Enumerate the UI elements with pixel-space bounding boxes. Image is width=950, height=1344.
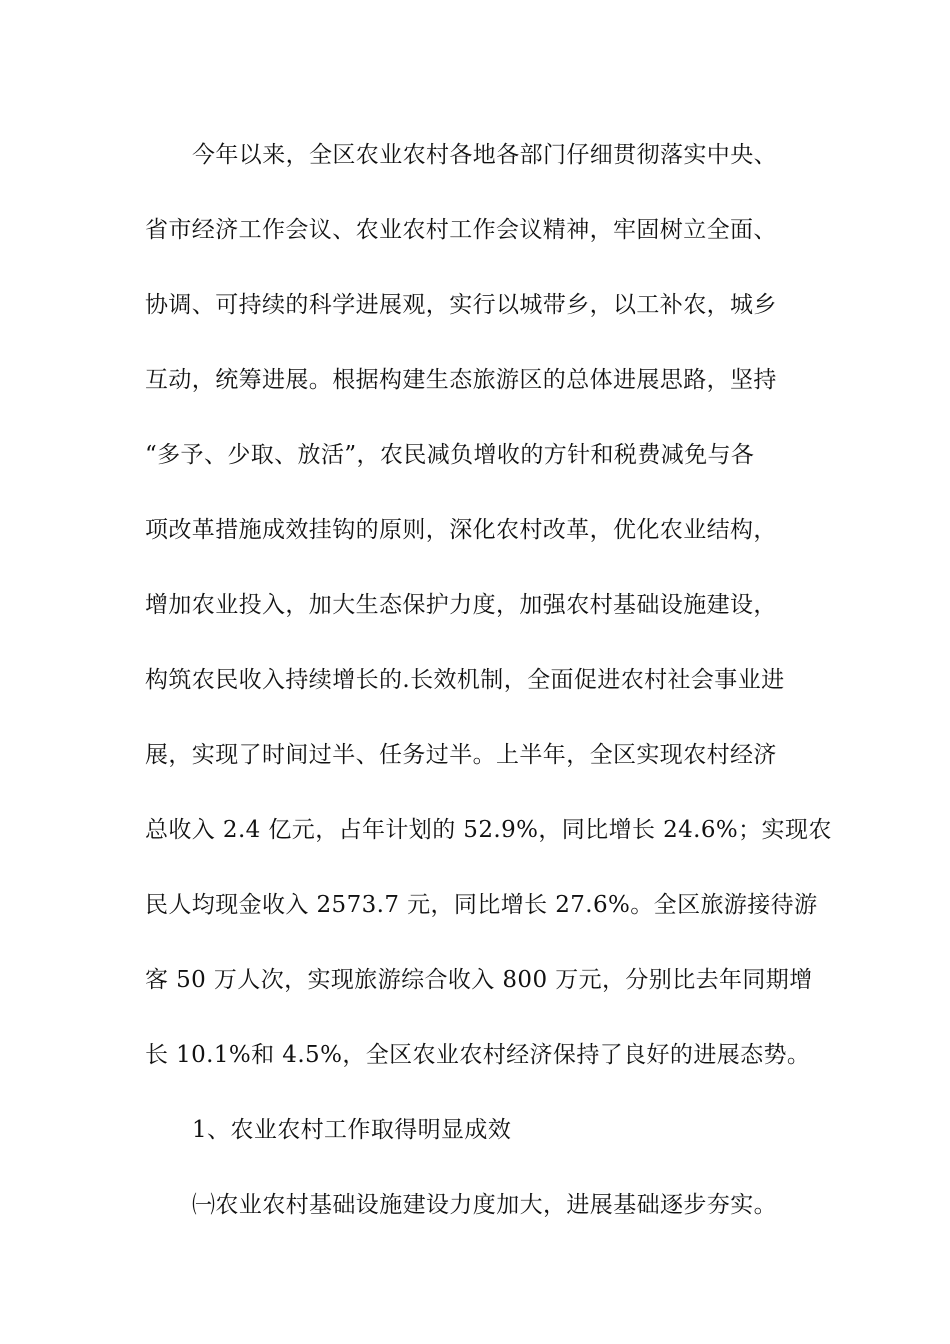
paragraph-line: 客 50 万人次，实现旅游综合收入 800 万元，分别比去年同期增 <box>145 967 813 993</box>
paragraph-line: 今年以来，全区农业农村各地各部门仔细贯彻落实中央、 <box>192 142 777 168</box>
section-heading: 1、农业农村工作取得明显成效 <box>192 1117 512 1143</box>
paragraph-line: 长 10.1%和 4.5%，全区农业农村经济保持了良好的进展态势。 <box>145 1042 811 1068</box>
paragraph-line: 总收入 2.4 亿元，占年计划的 52.9%，同比增长 24.6%；实现农 <box>145 817 832 843</box>
paragraph-line: 项改革措施成效挂钩的原则，深化农村改革，优化农业结构， <box>145 517 777 543</box>
paragraph-line: 增加农业投入，加大生态保护力度，加强农村基础设施建设， <box>145 592 777 618</box>
paragraph-line: 协调、可持续的科学进展观，实行以城带乡，以工补农，城乡 <box>145 292 777 318</box>
paragraph-line: 民人均现金收入 2573.7 元，同比增长 27.6%。全区旅游接待游 <box>145 892 818 918</box>
paragraph-line: 展，实现了时间过半、任务过半。上半年，全区实现农村经济 <box>145 742 777 768</box>
paragraph-line: 省市经济工作会议、农业农村工作会议精神，牢固树立全面、 <box>145 217 777 243</box>
paragraph-line: “多予、少取、放活”，农民减负增收的方针和税费减免与各 <box>145 442 755 468</box>
paragraph-line: 互动，统筹进展。根据构建生态旅游区的总体进展思路，坚持 <box>145 367 777 393</box>
paragraph-line: 构筑农民收入持续增长的.长效机制，全面促进农村社会事业进 <box>145 667 785 693</box>
subsection-heading: ㈠农业农村基础设施建设力度加大，进展基础逐步夯实。 <box>192 1192 777 1218</box>
